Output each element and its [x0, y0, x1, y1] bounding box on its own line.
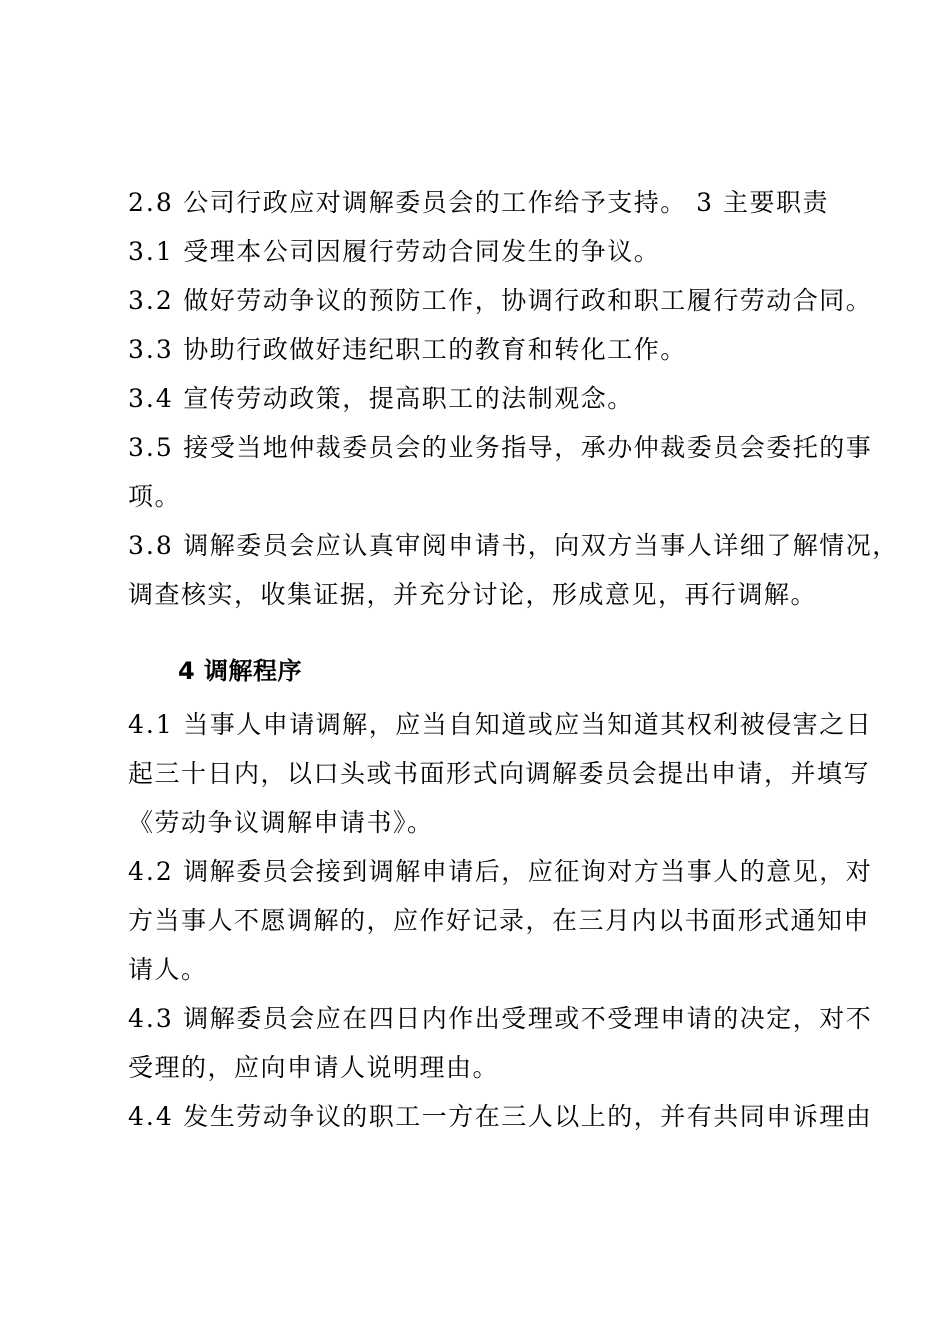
clause-text: 公司行政应对调解委员会的工作给予支持。 3 主要职责 — [183, 188, 830, 217]
clause-4-4 — [128, 1092, 873, 1141]
clause-number: 4.3 — [128, 1004, 174, 1033]
clause-4-1 — [128, 700, 873, 749]
clause-3-3 — [128, 325, 848, 374]
clause-4-2-continued — [128, 896, 871, 945]
section-heading: 4 调解程序 — [178, 657, 303, 685]
clause-text: 协助行政做好违纪职工的教育和转化工作。 — [183, 335, 687, 364]
clause-text: 调解委员会应在四日内作出受理或不受理申请的决定，对不 — [183, 1004, 873, 1033]
clause-3-5 — [128, 423, 873, 472]
clause-number: 3.5 — [128, 433, 174, 462]
clause-4-2-continued — [128, 945, 848, 994]
document-page — [128, 178, 899, 1141]
clause-number: 4.2 — [128, 857, 174, 886]
clause-text: 调解委员会接到调解申请后，应征询对方当事人的意见，对 — [183, 857, 873, 886]
clause-number: 3.3 — [128, 335, 174, 364]
clause-text: 《劳动争议调解申请书》。 — [128, 808, 434, 837]
clause-2-8 — [128, 178, 848, 227]
clause-text: 方当事人不愿调解的，应作好记录，在三月内以书面形式通知申 — [128, 906, 871, 935]
clause-3-1 — [128, 227, 848, 276]
clause-text: 项。 — [128, 482, 182, 511]
clause-3-8 — [128, 521, 899, 570]
clause-text: 请人。 — [128, 955, 208, 984]
clause-text: 受理的，应向申请人说明理由。 — [128, 1053, 500, 1082]
clause-3-5-continued — [128, 472, 848, 521]
clause-3-2 — [128, 276, 873, 325]
clause-number: 2.8 — [128, 188, 174, 217]
clause-3-8-continued — [128, 570, 848, 619]
clause-text: 接受当地仲裁委员会的业务指导，承办仲裁委员会委托的事 — [183, 433, 873, 462]
clause-text: 调查核实，收集证据，并充分讨论，形成意见，再行调解。 — [128, 580, 818, 609]
clause-number: 3.4 — [128, 384, 174, 413]
clause-number: 4.1 — [128, 710, 174, 739]
clause-4-2 — [128, 847, 873, 896]
clause-4-3-continued — [128, 1043, 848, 1092]
clause-number: 4.4 — [128, 1102, 174, 1131]
clause-4-1-continued — [128, 749, 871, 798]
clause-text: 宣传劳动政策，提高职工的法制观念。 — [183, 384, 634, 413]
clause-text: 起三十日内，以口头或书面形式向调解委员会提出申请，并填写 — [128, 759, 871, 788]
clause-number: 3.1 — [128, 237, 174, 266]
clause-number: 3.8 — [128, 531, 174, 560]
clause-text: 发生劳动争议的职工一方在三人以上的，并有共同申诉理由 — [183, 1102, 873, 1131]
clause-4-1-continued — [128, 798, 848, 847]
clause-text: 做好劳动争议的预防工作，协调行政和职工履行劳动合同。 — [183, 286, 873, 315]
clause-text: 当事人申请调解，应当自知道或应当知道其权利被侵害之日 — [183, 710, 873, 739]
clause-4-3 — [128, 994, 873, 1043]
clause-3-4 — [128, 374, 848, 423]
clause-text: 调解委员会应认真审阅申请书，向双方当事人详细了解情况， — [183, 531, 899, 560]
clause-number: 3.2 — [128, 286, 174, 315]
clause-text: 受理本公司因履行劳动合同发生的争议。 — [183, 237, 661, 266]
